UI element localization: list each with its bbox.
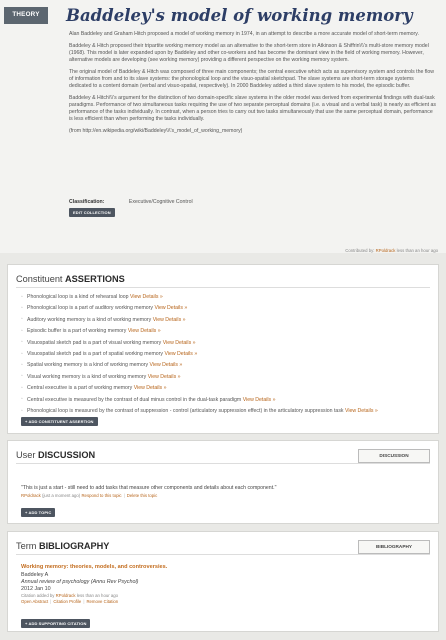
- citation-title[interactable]: Working memory: theories, models, and controversies.: [21, 564, 168, 570]
- view-details-link[interactable]: View Details »: [147, 373, 181, 380]
- remove-citation-link[interactable]: Remove Citation: [86, 599, 119, 605]
- citation-added-by: Citation added by RPoldrack less than an hour ago: [21, 593, 119, 599]
- citation-author-link[interactable]: RPoldrack: [55, 593, 76, 599]
- bibliography-button[interactable]: BIBLIOGRAPHY: [358, 540, 430, 554]
- divider: [16, 287, 430, 288]
- list-item: ◦ Auditory working memory is a kind of working memory View Details »: [21, 317, 431, 324]
- add-topic-button[interactable]: + ADD TOPIC: [21, 508, 55, 517]
- topic-author-link[interactable]: RPoldrack: [21, 493, 41, 498]
- concept-type-badge: THEORY: [4, 7, 48, 24]
- divider: [16, 554, 430, 555]
- contributor-link[interactable]: RPoldrack: [375, 248, 396, 253]
- description-paragraph: Baddeley & Hitch proposed their tripartite working memory model as an alternative to the short-term store in Atkinson & Shiffrin\\\'s multi-store memory model (1968). This model is later expanded upon by Baddeley and other co-workers and has become the dominant view in the field of working memory. However, alternative models are developing (see working memory) providing a different perspective on the working memory system.: [69, 43, 429, 64]
- view-details-link[interactable]: View Details »: [344, 408, 378, 415]
- list-item: ◦ Visuospatial sketch pad is a part of spatial working memory View Details »: [21, 351, 431, 358]
- citation-entry: [21, 564, 421, 605]
- citation-profile-link[interactable]: Citation Profile: [53, 599, 82, 605]
- citation-author: Baddeley A: [21, 571, 49, 578]
- assertions-panel: [7, 264, 439, 434]
- discussion-button[interactable]: DISCUSSION: [358, 449, 430, 463]
- view-details-link[interactable]: View Details »: [127, 328, 161, 335]
- list-item: ◦ Central executive is measured by the contrast of dual minus control in the dual-task paradigm View Details »: [21, 397, 431, 404]
- discussion-heading: User DISCUSSION: [16, 450, 96, 460]
- page-title: Baddeley's model of working memory: [66, 6, 413, 25]
- list-item: ◦ Visuospatial sketch pad is a part of visual working memory View Details »: [21, 340, 431, 347]
- description-paragraph: The original model of Baddeley & Hitch was composed of three main components; the central executive which acts as supervisory system and controls the flow of information from and to its slave systems: the phonological loop and the visuo-spatial sketchpad. The slave systems are short-term storage systems dedicated to a content domain (verbal and visuo-spatial, respectively). In 2000 Baddeley added a third slave system to his model, the episodic buffer.: [69, 69, 435, 90]
- bibliography-heading: Term BIBLIOGRAPHY: [16, 541, 110, 551]
- citation-journal: Annual review of psychology (Annu Rev Psychol): [21, 578, 139, 585]
- edit-collection-button[interactable]: EDIT COLLECTION: [69, 208, 115, 217]
- list-item: ◦ Phonological loop is a part of auditory working memory View Details »: [21, 305, 431, 312]
- respond-topic-link[interactable]: Respond to this topic: [81, 493, 122, 498]
- divider: [16, 463, 430, 464]
- view-details-link[interactable]: View Details »: [149, 362, 183, 369]
- contributed-by: Contributed by: RPoldrack less than an hour ago: [345, 248, 438, 253]
- classification-value: Executive/Cognitive Control: [128, 199, 193, 205]
- list-item: ◦ Central executive is a part of working memory View Details »: [21, 385, 431, 392]
- view-details-link[interactable]: View Details »: [133, 385, 167, 392]
- citation-date: 2012 Jan 10: [21, 586, 51, 593]
- view-details-link[interactable]: View Details »: [162, 339, 196, 346]
- view-details-link[interactable]: View Details »: [154, 305, 188, 312]
- list-item: ◦ Phonological loop is a kind of rehearsal loop View Details »: [21, 294, 431, 301]
- list-item: ◦ Spatial working memory is a kind of working memory View Details »: [21, 362, 431, 369]
- add-constituent-assertion-button[interactable]: + ADD CONSTITUENT ASSERTION: [21, 417, 98, 426]
- view-details-link[interactable]: View Details »: [164, 351, 198, 358]
- discussion-panel: [7, 440, 439, 524]
- concept-section: [0, 0, 446, 253]
- citation-actions: Open Abstract | Citation Profile | Remove Citation: [21, 599, 119, 605]
- list-item: ◦ Episodic buffer is a part of working memory View Details »: [21, 328, 431, 335]
- classification-label: Classification:: [69, 199, 105, 205]
- view-details-link[interactable]: View Details »: [152, 316, 186, 323]
- delete-topic-link[interactable]: Delete this topic: [126, 493, 158, 498]
- description-paragraph: Alan Baddeley and Graham Hitch proposed a model of working memory in 1974, in an attempt to describe a more accurate model of short-term memory.: [69, 31, 419, 37]
- classification-row: [69, 199, 193, 206]
- list-item: ◦ Visual working memory is a kind of working memory View Details »: [21, 374, 431, 381]
- assertion-list: [21, 294, 431, 419]
- description-source: (from http://en.wikipedia.org/wiki/Baddeley\\\'s_model_of_working_memory): [69, 128, 243, 135]
- view-details-link[interactable]: View Details »: [242, 396, 276, 403]
- discussion-topic-text: "This is just a start - still need to add tasks that measure other components and details about each component.": [21, 485, 277, 491]
- description-paragraph: Baddeley & Hitch\\\'s argument for the distinction of two domain-specific slave systems in the older model was derived from experimental findings with dual-task paradigms. Performance of two simultaneous tasks requiring the use of two separate perceptual domains (i.e. a visual and a verbal task) is nearly as efficient as performance of the tasks individually. In contrast, when a person tries to carry out two tasks simultaneously that use the same perceptual domain, performance is less efficient than when performing the tasks individually.: [69, 95, 436, 123]
- view-details-link[interactable]: View Details »: [129, 294, 163, 300]
- concept-description: [69, 31, 437, 140]
- assertions-heading: Constituent ASSERTIONS: [16, 274, 125, 284]
- list-item: ◦ Phonological loop is measured by the contrast of suppression - control (articulatory suppression effect) in the articulatory suppression task View Details »: [21, 408, 431, 415]
- add-supporting-citation-button[interactable]: + ADD SUPPORTING CITATION: [21, 619, 90, 628]
- open-abstract-link[interactable]: Open Abstract: [21, 599, 49, 605]
- bibliography-panel: [7, 531, 439, 632]
- discussion-topic-meta: RPoldrack (just a moment ago) Respond to this topic | Delete this topic: [21, 493, 158, 498]
